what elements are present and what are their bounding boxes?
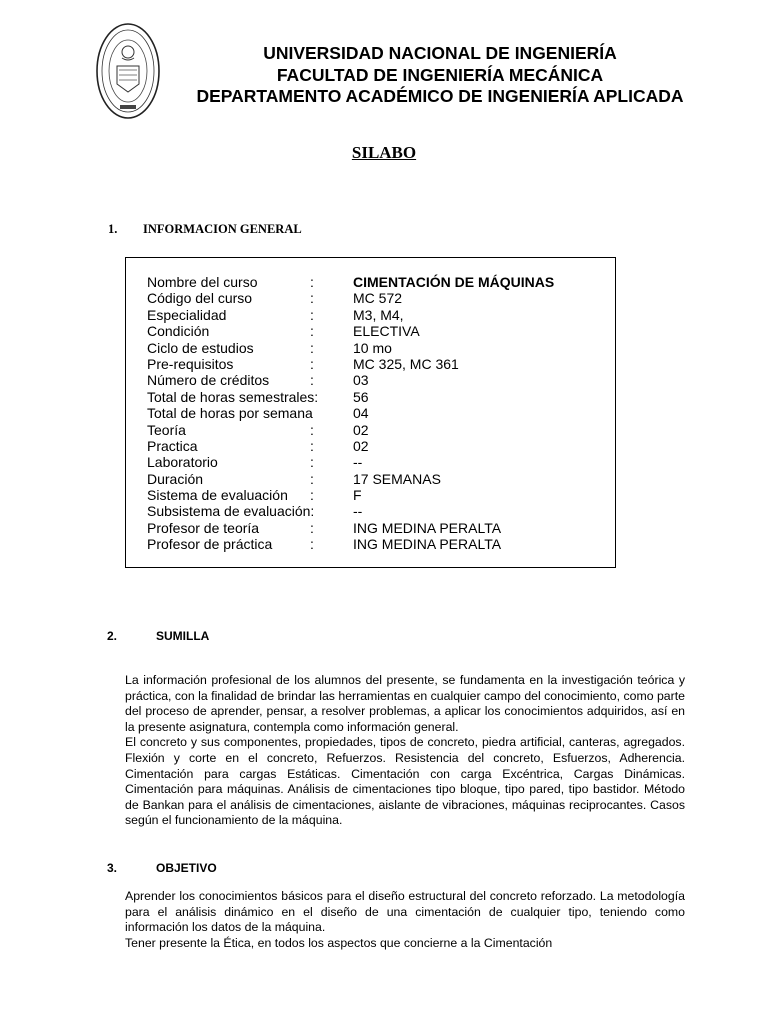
info-value: MC 572 bbox=[353, 290, 403, 307]
info-value: -- bbox=[353, 454, 363, 471]
objetivo-text bbox=[125, 889, 685, 951]
info-value: 02 bbox=[353, 421, 369, 438]
info-colon: : bbox=[310, 487, 314, 504]
info-value: MC 325, MC 361 bbox=[353, 355, 459, 372]
objetivo-paragraph-1: Aprender los conocimientos básicos para el diseño estructural del concreto reforzado. La metodología para el análisis dinámico en el diseño de una cimentación de cualquier tipo, teniendo como información los datos de la máquina. bbox=[125, 889, 685, 935]
info-label: Total de horas semestrales: bbox=[147, 388, 319, 405]
info-value: M3, M4, bbox=[353, 306, 404, 323]
info-value: 10 mo bbox=[353, 339, 392, 356]
objetivo-paragraph-2: Tener presente la Ética, en todos los aspectos que concierne a la Cimentación bbox=[125, 935, 553, 950]
document-title: SILABO bbox=[351, 143, 417, 162]
university-seal-icon bbox=[95, 22, 161, 120]
info-label: Pre-requisitos bbox=[147, 355, 234, 372]
info-label: Teoría bbox=[147, 421, 186, 438]
sumilla-paragraph-1: La información profesional de los alumnos del presente, se fundamenta en la investigación teórica y práctica, con la finalidad de brindar las herramientas en cualquier campo del conocimiento, como parte del proceso de aprender, pensar, a resolver problemas, a aplicar los conocimientos adquiridos, así en la presente asignatura, contempla como información general. bbox=[125, 673, 685, 734]
section3-number: 3. bbox=[107, 861, 118, 875]
info-label: Número de créditos bbox=[147, 372, 270, 389]
info-colon: : bbox=[310, 339, 314, 356]
sumilla-paragraph-2: El concreto y sus componentes, propiedades, tipos de concreto, piedra artificial, canteras, agregados. Flexión y corte en el concreto, Refuerzos. Resistencia del concreto, Esfuerzos, Adherencia. Cimentación para cargas Estáticas. Cimentación con carga Excéntrica, Cargas Dinámicas. Cimentación para máquinas. Análisis de cimentaciones tipo bloque, tipo pared, tipo bastidor. Método de Bankan para el análisis de cimentaciones, aislante de vibraciones, máquinas reciprocantes. Casos según el funcionamiento de la máquina. bbox=[125, 735, 685, 828]
info-colon: : bbox=[310, 519, 314, 536]
info-label: Condición bbox=[147, 323, 210, 340]
section3-title: OBJETIVO bbox=[156, 861, 217, 875]
department-name: DEPARTAMENTO ACADÉMICO DE INGENIERÍA APLICADA bbox=[196, 86, 684, 106]
info-value: CIMENTACIÓN DE MÁQUINAS bbox=[353, 274, 555, 290]
info-colon: : bbox=[310, 470, 314, 487]
info-value: 02 bbox=[353, 437, 369, 454]
info-colon: : bbox=[310, 290, 314, 307]
info-value: 03 bbox=[353, 372, 369, 389]
section1-title: INFORMACION GENERAL bbox=[143, 222, 302, 236]
info-label: Laboratorio bbox=[147, 454, 218, 471]
info-label: Profesor de teoría bbox=[147, 519, 260, 536]
info-label: Código del curso bbox=[147, 290, 253, 307]
info-label: Practica bbox=[147, 437, 198, 454]
info-label: Subsistema de evaluación: bbox=[147, 503, 315, 520]
info-colon: : bbox=[310, 454, 314, 471]
info-value: ING MEDINA PERALTA bbox=[353, 536, 502, 553]
sumilla-text bbox=[125, 673, 685, 829]
info-value: 56 bbox=[353, 388, 369, 405]
info-colon: : bbox=[310, 355, 314, 372]
info-colon: : bbox=[310, 536, 314, 553]
info-label: Profesor de práctica bbox=[147, 536, 273, 553]
info-label: Ciclo de estudios bbox=[147, 339, 254, 356]
info-label: Total de horas por semana bbox=[147, 405, 313, 422]
info-value: 17 SEMANAS bbox=[353, 470, 441, 487]
section2-number: 2. bbox=[107, 629, 118, 643]
info-value: -- bbox=[353, 503, 363, 520]
info-label: Sistema de evaluación bbox=[147, 487, 288, 504]
info-colon: : bbox=[310, 323, 314, 340]
info-colon: : bbox=[310, 306, 314, 323]
info-value: ELECTIVA bbox=[353, 323, 420, 340]
section1-number: 1. bbox=[108, 222, 118, 236]
info-colon: : bbox=[310, 274, 314, 290]
faculty-name: FACULTAD DE INGENIERÍA MECÁNICA bbox=[276, 64, 604, 85]
info-label: Duración bbox=[147, 470, 204, 487]
info-label: Especialidad bbox=[147, 306, 227, 323]
section2-title: SUMILLA bbox=[156, 629, 210, 643]
info-colon: : bbox=[310, 421, 314, 438]
info-value: F bbox=[353, 487, 362, 504]
info-value: 04 bbox=[353, 405, 369, 422]
document-header bbox=[160, 43, 720, 108]
university-name: UNIVERSIDAD NACIONAL DE INGENIERÍA bbox=[263, 43, 617, 63]
info-colon: : bbox=[310, 372, 314, 389]
general-info-box bbox=[125, 257, 616, 568]
info-colon: : bbox=[310, 437, 314, 454]
info-label: Nombre del curso bbox=[147, 274, 258, 290]
info-value: ING MEDINA PERALTA bbox=[353, 519, 502, 536]
